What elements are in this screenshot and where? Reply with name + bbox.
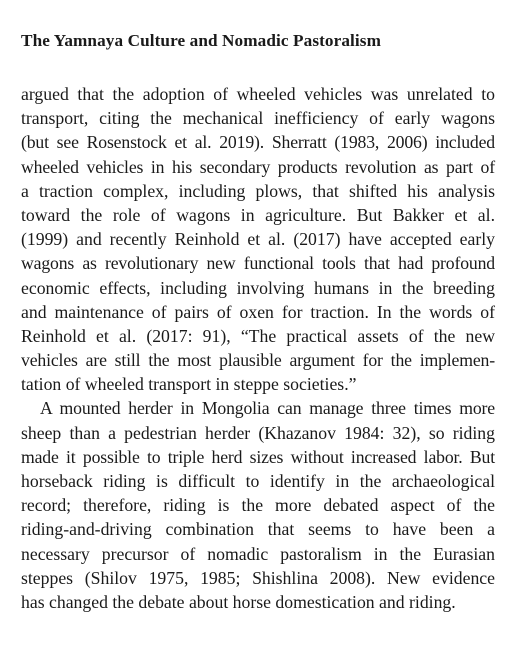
text-line: toward the role of wagons in agriculture. But Bakker et al.: [21, 204, 495, 225]
text-line: has changed the debate about horse domestication and riding.: [21, 591, 456, 612]
text-line: made it possible to triple herd sizes without increased labor. But: [21, 446, 495, 467]
text-line: A mounted herder in Mongolia can manage three times more: [40, 398, 495, 419]
text-line: sheep than a pedestrian herder (Khazanov 1984: 32), so riding: [21, 422, 495, 443]
text-line: transport, citing the mechanical inefficiency of early wagons: [21, 108, 495, 129]
text-line: wagons as revolutionary new functional tools that had profound: [21, 253, 495, 274]
text-line: (but see Rosenstock et al. 2019). Sherratt (1983, 2006) included: [21, 132, 495, 153]
text-line: horseback riding is difficult to identify in the archaeological: [21, 471, 495, 491]
text-line: and maintenance of pairs of oxen for traction. In the words of: [21, 301, 495, 322]
text-line: wheeled vehicles in his secondary products revolution as part of: [21, 156, 495, 177]
text-line: steppes (Shilov 1975, 1985; Shishlina 2008). New evidence: [21, 567, 495, 588]
text-line: tation of wheeled transport in steppe societies.”: [21, 374, 357, 395]
text-line: argued that the adoption of wheeled vehicles was unrelated to: [21, 84, 495, 104]
running-head: The Yamnaya Culture and Nomadic Pastoralism: [21, 31, 381, 50]
text-line: vehicles are still the most plausible argument for the implemen-: [21, 350, 495, 371]
text-line: riding-and-driving combination that seems to have been a: [21, 519, 495, 540]
text-line: Reinhold et al. (2017: 91), “The practical assets of the new: [21, 325, 495, 346]
text-line: (1999) and recently Reinhold et al. (2017) have accepted early: [21, 229, 495, 250]
paragraph-1: [21, 82, 495, 396]
text-line: necessary precursor of nomadic pastoralism in the Eurasian: [21, 543, 495, 564]
text-line: record; therefore, riding is the more debated aspect of the: [21, 495, 495, 516]
text-line: economic effects, including involving humans in the breeding: [21, 277, 495, 298]
paragraph-2: [21, 396, 495, 614]
text-line: a traction complex, including plows, that shifted his analysis: [21, 180, 495, 201]
body-text: [21, 82, 495, 614]
